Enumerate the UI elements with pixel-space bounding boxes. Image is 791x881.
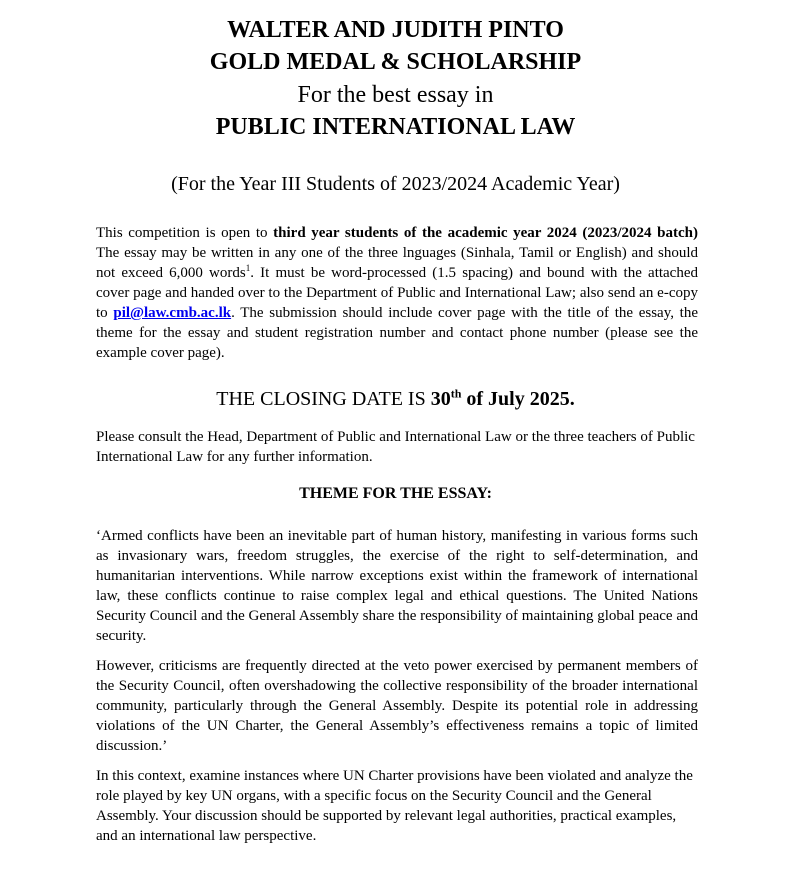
title-line-3: For the best essay in [297,82,494,108]
theme-paragraph-2: However, criticisms are frequently directed at the veto power exercised by permanent members of the Security Council, often overshadowing the collective responsibility of the broader international community, particularly through the General Assembly. Despite its potential role in addressing violations of the UN Charter, the General Assembly’s effectiveness remains a topic of limited discussion.’ [96,658,698,754]
intro-bold-text: third year students of the academic year 2024 (2023/2024 batch) [273,225,698,241]
intro-text-1: This competition is open to [96,225,274,241]
closing-day-suffix: th [450,386,462,401]
title-line-1: WALTER AND JUDITH PINTO [227,17,564,43]
theme-paragraph-3: In this context, examine instances where UN Charter provisions have been violated and analyze the role played by key UN organs, with a specific focus on the Security Council and the General Assembly. Your discussion should be supported by relevant legal authorities, practical examples, and an international law perspective. [96,768,693,844]
title-line-2: GOLD MEDAL & SCHOLARSHIP [209,49,582,75]
subtitle: (For the Year III Students of 2023/2024 Academic Year) [171,173,620,195]
closing-day: 30 [430,388,451,410]
footnote-ref[interactable]: 1 [245,263,251,273]
theme-paragraph-1: ‘Armed conflicts have been an inevitable part of human history, manifesting in various forms such as invasionary wars, freedom struggles, the exercise of the right to self-determination, and humanitarian interventions. While narrow exceptions exist within the framework of international law, these conflicts continue to raise complex legal and ethical questions. The United Nations Security Council and the General Assembly share the responsibility of maintaining global peace and security. [96,528,698,644]
email-link[interactable]: pil@law.cmb.ac.lk [113,305,232,321]
intro-text-3: . It must be word-processed (1.5 spacing) and bound with the attached cover page and handed over to the Department of Public and International Law; also send an e-copy to [96,265,698,321]
intro-text-2: The essay may be written in any one of the three lnguages (Sinhala, Tamil or English) and should not exceed 6,000 words [96,245,698,281]
title-line-4: PUBLIC INTERNATIONAL LAW [215,114,576,140]
intro-text-4: . The submission should include cover page with the title of the essay, the theme for the essay and student registration number and contact phone number (please see the example cover page). [96,305,699,361]
closing-rest: of July 2025. [461,388,575,410]
closing-date [0,386,791,412]
theme-heading: THEME FOR THE ESSAY: [299,485,492,502]
closing-prefix: THE CLOSING DATE IS [216,388,431,410]
intro-paragraph [96,223,698,363]
consult-paragraph: Please consult the Head, Department of Public and International Law or the three teachers of Public International Law for any further information. [96,429,695,465]
